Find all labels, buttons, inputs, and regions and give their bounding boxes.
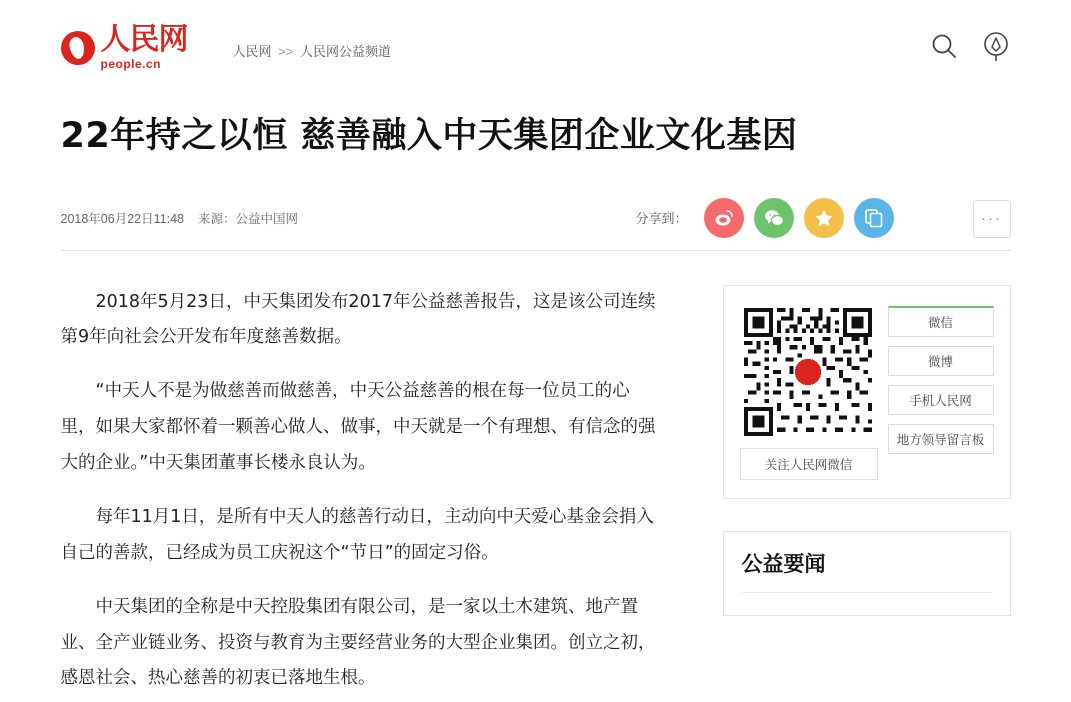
sidebar-news-title: 公益要闻	[742, 548, 992, 593]
article-paragraph: “中天人不是为做慈善而做慈善，中天公益慈善的根在每一位员工的心里，如果大家都怀着一颗善心做人、做事，中天就是一个有理想、有信念的强大的企业。”中天集团董事长楼永良认为。	[60, 381, 656, 473]
site-logo[interactable]	[61, 20, 211, 76]
publish-date: 2018年06月22日11:48	[60, 211, 184, 226]
qr-code-panel	[723, 285, 1011, 499]
article-source: 来源：公益中国网	[197, 211, 298, 226]
page-container	[61, 0, 1011, 702]
share-bar	[636, 186, 894, 250]
breadcrumb	[233, 39, 391, 58]
article-meta-bar	[61, 186, 1011, 251]
qr-tab-weibo[interactable]: 微博	[888, 346, 994, 376]
share-weibo-icon[interactable]	[704, 198, 744, 238]
location-pin-icon[interactable]	[981, 30, 1011, 67]
search-icon[interactable]	[929, 31, 959, 66]
article-paragraph: 每年11月1日，是所有中天人的慈善行动日，主动向中天爱心基金会捐入自己的善款，已经成为员工庆祝这个“节日”的固定习俗。	[60, 506, 654, 563]
sidebar	[723, 285, 1011, 702]
article-meta-left	[61, 209, 298, 227]
header-icons	[929, 30, 1011, 67]
article-body	[61, 285, 660, 702]
article-paragraph: 2018年5月23日，中天集团发布2017年公益慈善报告，这是该公司连续第9年向社会公开发布年度慈善数据。	[60, 291, 656, 348]
share-label: 分享到：	[635, 211, 688, 226]
qr-tab-message-board[interactable]: 地方领导留言板	[888, 424, 994, 454]
qr-left-column	[740, 304, 876, 480]
share-wechat-icon[interactable]	[754, 198, 794, 238]
qr-tab-wechat[interactable]: 微信	[888, 306, 994, 337]
logo-chinese-name: 人民网	[100, 22, 188, 57]
qr-code-image	[740, 304, 876, 440]
page-title: 22年持之以恒 慈善融入中天集团企业文化基因	[60, 116, 798, 156]
sidebar-news-panel	[723, 531, 1011, 616]
qr-caption: 关注人民网微信	[740, 448, 878, 480]
share-copy-link-icon[interactable]	[854, 198, 894, 238]
site-header	[61, 0, 1011, 96]
breadcrumb-separator: >>	[278, 43, 294, 59]
logo-text	[100, 22, 188, 71]
people-cn-logo-icon	[61, 31, 95, 65]
article-paragraph: 中天集团的全称是中天控股集团有限公司，是一家以土木建筑、地产置业、全产业链业务、投资与教育为主要经营业务的大型企业集团。创立之初，感恩社会、热心慈善的初衷已落地生根。	[60, 596, 656, 689]
share-qzone-icon[interactable]	[804, 198, 844, 238]
logo-english-name: people.cn	[100, 57, 162, 71]
qr-tab-mobile[interactable]: 手机人民网	[888, 385, 994, 415]
qr-tab-list	[888, 304, 994, 480]
breadcrumb-item-channel[interactable]: 人民网公益频道	[299, 43, 391, 59]
content-area	[61, 285, 1011, 702]
more-options-button[interactable]: ···	[973, 200, 1011, 238]
breadcrumb-item-home[interactable]: 人民网	[232, 43, 272, 59]
